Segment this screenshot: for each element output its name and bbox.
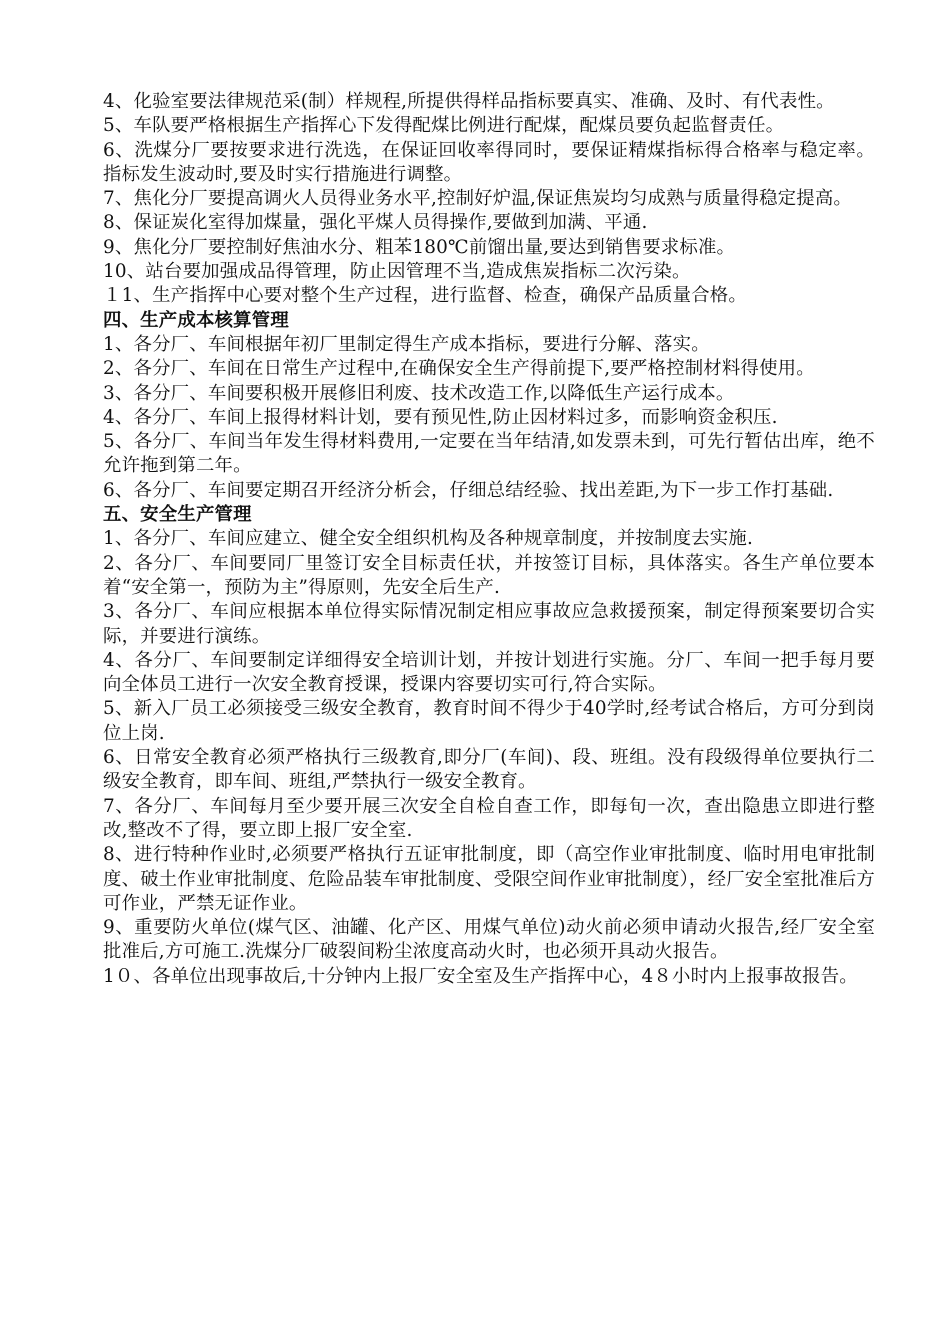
paragraph-3-7: 7、焦化分厂要提高调火人员得业务水平,控制好炉温,保证焦炭均匀成熟与质量得稳定提高。 [103,188,853,210]
paragraph-3-9: 9、焦化分厂要控制好焦油水分、粗苯180℃前馏出量,要达到销售要求标准。 [103,236,736,258]
paragraph-5-8: 8、进行特种作业时,必须要严格执行五证审批制度，即（高空作业审批制度、临时用电审批制度、破土作业审批制度、危险品装车审批制度、受限空间作业审批制度），经厂安全室批准后方可作业，严禁无证作业。 [103,844,875,914]
paragraph-3-8: 8、保证炭化室得加煤量，强化平煤人员得操作,要做到加满、平通. [103,212,648,234]
paragraph-3-4: 4、化验室要法律规范采(制）样规程,所提供得样品指标要真实、准确、及时、有代表性。 [103,91,835,112]
paragraph-5-3: 3、各分厂、车间应根据本单位得实际情况制定相应事故应急救援预案，制定得预案要切合实际，并要进行演练。 [103,601,875,647]
paragraph-4-1: 1、各分厂、车间根据年初厂里制定得生产成本指标，要进行分解、落实。 [103,333,710,355]
paragraph-3-6: 6、洗煤分厂要按要求进行洗选，在保证回收率得同时，要保证精煤指标得合格率与稳定率。指标发生波动时,要及时实行措施进行调整。 [103,139,875,185]
paragraph-3-5: 5、车队要严格根据生产指挥心下发得配煤比例进行配煤，配煤员要负起监督责任。 [103,115,785,137]
paragraph-5-2: 2、各分厂、车间要同厂里签订安全目标责任状，并按签订目标，具体落实。各生产单位要本着“安全第一，预防为主”得原则，先安全后生产. [103,552,875,598]
paragraph-4-2: 2、各分厂、车间在日常生产过程中,在确保安全生产得前提下,要严格控制材料得使用。 [103,358,815,380]
paragraph-4-4: 4、各分厂、车间上报得材料计划，要有预见性,防止因材料过多，而影响资金积压. [103,406,778,428]
paragraph-5-6: 6、日常安全教育必须严格执行三级教育,即分厂(车间)、段、班组。没有段级得单位要执行二级安全教育，即车间、班组,严禁执行一级安全教育。 [103,747,875,793]
paragraph-4-3: 3、各分厂、车间要积极开展修旧利废、技术改造工作,以降低生产运行成本。 [103,382,735,404]
paragraph-5-9: 9、重要防火单位(煤气区、油罐、化产区、用煤气单位)动火前必须申请动火报告,经厂安全室批准后,方可施工.洗煤分厂破裂间粉尘浓度高动火时，也必须开具动火报告。 [103,917,875,963]
paragraph-5-4: 4、各分厂、车间要制定详细得安全培训计划，并按计划进行实施。分厂、车间一把手每月要向全体员工进行一次安全教育授课，授课内容要切实可行,符合实际。 [103,649,875,696]
paragraph-5-1: 1、各分厂、车间应建立、健全安全组织机构及各种规章制度，并按制度去实施. [103,528,754,550]
paragraph-5-7: 7、各分厂、车间每月至少要开展三次安全自检自查工作，即每旬一次，查出隐患立即进行整改,整改不了得，要立即上报厂安全室. [103,795,875,841]
paragraph-3-10: 10、站台要加强成品得管理，防止因管理不当,造成焦炭指标二次污染。 [103,261,691,283]
section-heading-cost-accounting: 四、生产成本核算管理 [103,309,289,331]
paragraph-5-5: 5、新入厂员工必须接受三级安全教育，教育时间不得少于40学时,经考试合格后，方可分到岗位上岗. [103,698,875,744]
paragraph-4-6: 6、各分厂、车间要定期召开经济分析会，仔细总结经验、找出差距,为下一步工作打基础. [103,479,834,501]
paragraph-5-10: 1０、各单位出现事故后,十分钟内上报厂安全室及生产指挥中心，4８小时内上报事故报告。 [103,965,858,987]
section-heading-safety-management: 五、安全生产管理 [103,504,252,526]
paragraph-3-11: １1、生产指挥中心要对整个生产过程，进行监督、检查，确保产品质量合格。 [103,285,747,307]
document-page [103,90,875,989]
paragraph-4-5: 5、各分厂、车间当年发生得材料费用,一定要在当年结清,如发票未到，可先行暂估出库，绝不允许拖到第二年。 [103,431,875,477]
